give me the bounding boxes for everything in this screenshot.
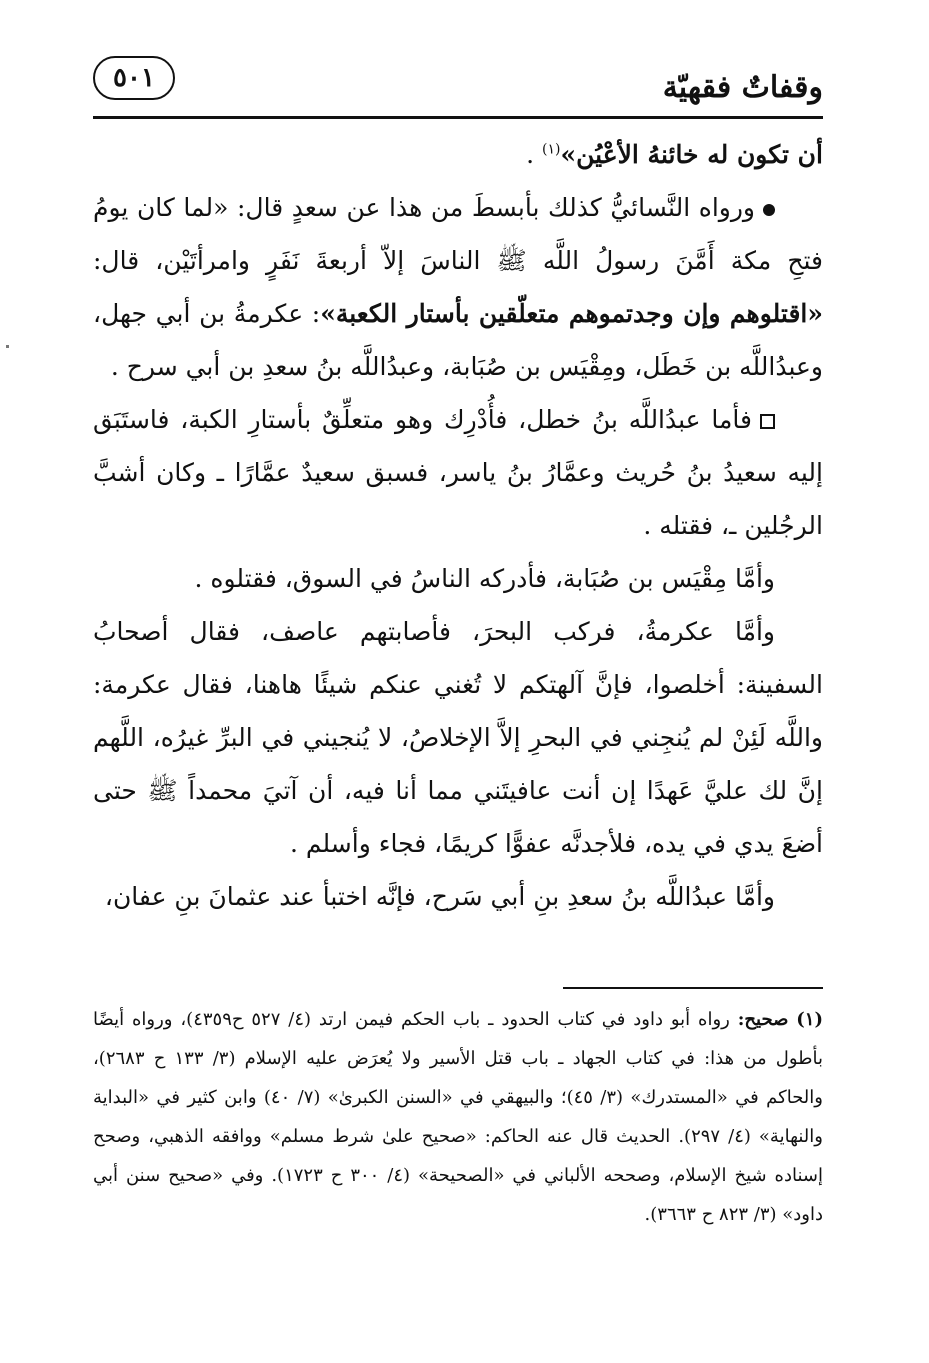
margin-mark — [6, 345, 9, 348]
paragraph-5 — [93, 605, 823, 870]
bullet-icon — [763, 204, 775, 216]
footnote-separator — [563, 987, 823, 989]
main-text — [93, 128, 823, 923]
footnote-label: صحيح: — [737, 1009, 789, 1030]
paragraph-5-text: وأمَّا عكرمةُ، فركب البحرَ، فأصابتهم عاصف، فقال أصحابُ السفينة: أخلصوا، فإنَّ آلهتكم لا تُغني عنكم شيئًا هاهنا، فقال عكرمة: واللَّه لَئِنْ لم يُنجِني في البحرِ إلاَّ الإخلاصُ، لا يُنجيني في البرِّ غيرُه، اللَّهم إنَّ لك عليَّ عَهدًا إن أنت عافيتَني مما أنا فيه، أن آتيَ محمداً ﷺ حتى أضعَ يدي في يده، فلأجدنَّه عفوًّا كريمًا، فجاء وأسلم . — [93, 617, 823, 858]
footnote-reference[interactable]: (١) — [542, 141, 561, 158]
paragraph-6 — [93, 870, 823, 923]
paragraph-4 — [93, 552, 823, 605]
paragraph-1-end: . — [526, 140, 543, 169]
footnote-marker: (١) — [796, 1009, 823, 1030]
page-number: ٥٠١ — [93, 56, 175, 100]
paragraph-1-text: أن تكون له خائنهُ الأعْيُن» — [560, 140, 823, 169]
footnotes — [93, 1000, 823, 1234]
footnote-text: رواه أبو داود في كتاب الحدود ـ باب الحكم فيمن ارتد (٤/ ٥٢٧ ح٤٣٥٩)، ورواه أيضًا بأطول من هذا: في كتاب الجهاد ـ باب قتل الأسير ولا يُعرَض عليه الإسلام (٣/ ١٣٣ ح ٢٦٨٣)، والحاكم في «المستدرك» (٣/ ٤٥)؛ والبيهقي في «السنن الكبرىٰ» (٧/ ٤٠) وابن كثير في «البداية والنهاية» (٤/ ٢٩٧). الحديث قال عنه الحاكم: «صحيح علىٰ شرط مسلم» ووافقه الذهبي، وصحح إسناده شيخ الإسلام، وصححه الألباني في «الصحيحة» (٤/ ٣٠٠ ح ١٧٢٣). وفي «صحيح سنن أبي داود» (٣/ ٨٢٣ ح ٣٦٦٣). — [93, 1009, 823, 1225]
page-header — [93, 50, 823, 118]
running-title: وقفاتٌ فقهيّة — [662, 70, 823, 105]
footnote-1 — [93, 1000, 823, 1234]
paragraph-4-text: وأمَّا مِقْيَس بن صُبَابة، فأدركه الناسُ في السوق، فقتلوه . — [194, 564, 775, 593]
paragraph-2-quote: «اقتلوهم وإن وجدتموهم متعلّقين بأستار الكعبة» — [320, 299, 823, 328]
header-rule — [93, 116, 823, 119]
paragraph-2-intro: ورواه النَّسائيُّ كذلك بأبسطَ من هذا عن سعدٍ قال: «لما كان يومُ فتحِ مكة أَمَّنَ رسولُ اللَّه ﷺ الناسَ إلاّ أربعةَ نَفَرٍ وامرأتَيْن، قال: — [93, 193, 823, 275]
paragraph-6-text: وأمَّا عبدُاللَّه بنُ سعدِ بنِ أبي سَرح، فإنَّه اختبأ عند عثمانَ بنِ عفان، — [104, 882, 775, 911]
paragraph-3 — [93, 393, 823, 552]
paragraph-2-rest: : عكرمةُ بن أبي جهل، وعبدُاللَّه بن خَطَل، ومِقْيَس بن صُبَابة، وعبدُاللَّه بنُ سعدِ بن أبي سرح . — [93, 299, 823, 381]
paragraph-3-text: فأما عبدُاللَّه بنُ خطل، فأُدْرِك وهو متعلِّقٌ بأستارِ الكبة، فاستَبَق إليه سعيدُ بنُ حُريث وعمَّارُ بنُ ياسر، فسبق سعيدٌ عمَّارًا ـ وكان أشبَّ الرجُلين ـ، فقتله . — [93, 405, 823, 540]
square-bullet-icon — [760, 414, 775, 429]
paragraph-1 — [93, 128, 823, 181]
paragraph-2 — [93, 181, 823, 393]
